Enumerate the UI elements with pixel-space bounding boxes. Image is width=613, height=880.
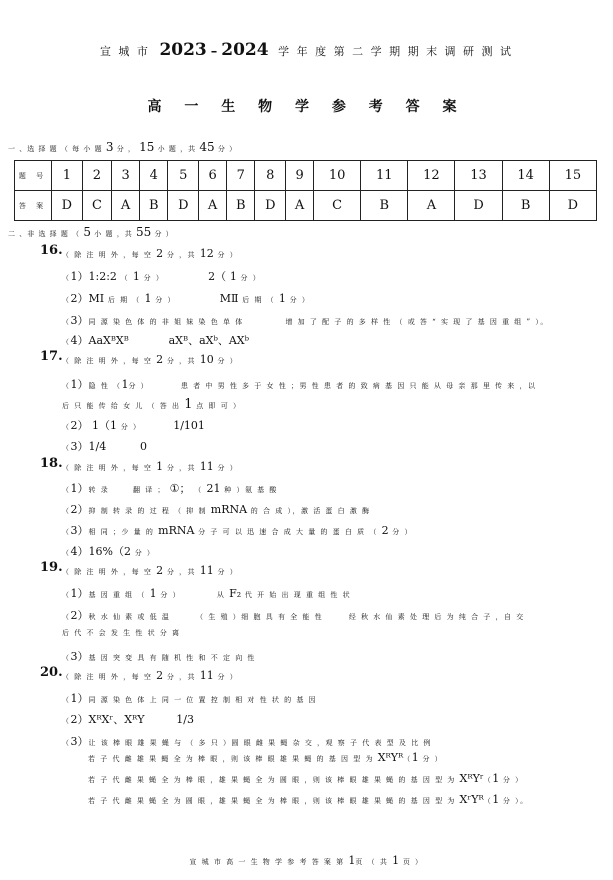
sec2-text-b: 小 题 ，共 — [94, 230, 133, 238]
q20-heading — [62, 669, 238, 682]
question-number-cell: 10 — [314, 161, 361, 191]
footer-page: 1 — [348, 854, 356, 867]
q16-l4-a: （ — [62, 338, 71, 346]
q18-l3-t1: 3） — [70, 524, 89, 537]
q18-l2-b: 抑 制 转 录 的 过 程 （ 抑 制 — [88, 507, 208, 515]
title-suffix: 学 年 度 第 二 学 期 期 末 调 研 测 试 — [278, 45, 514, 58]
q16-l2-d: 后 期 （ — [242, 296, 276, 304]
q19-l3-a: （ — [62, 654, 71, 662]
q17-l3-t1: 3）1/4 — [70, 440, 107, 453]
page-subtitle: 高 一 生 物 学 参 考 答 案 — [147, 99, 466, 115]
q16-answer-3 — [62, 312, 549, 328]
q19-l3-t1: 3） — [70, 650, 89, 663]
q18-l4-t1: 4）16%（ — [70, 545, 124, 558]
question-number-cell: 13 — [455, 161, 502, 191]
q16-l2-c: 分 ） — [155, 296, 176, 304]
sec2-text-c: 分 ） — [154, 230, 174, 238]
q17-l1b-b: 点 即 可 ） — [196, 402, 242, 410]
q20-s1-t2: 1 — [411, 751, 419, 764]
q18-l4-b: 分 ） — [134, 549, 156, 557]
q19-heading — [62, 564, 238, 577]
q19-l2-a: （ — [62, 613, 71, 621]
q17-l2-b: 分 ） — [120, 423, 142, 431]
q20-s3-t2: 1 — [492, 793, 500, 806]
q17-answer-1-cont — [62, 397, 241, 412]
q19-l1-t3: F₂ — [229, 587, 242, 600]
q17-l1-b: 隐 性 （ — [88, 382, 122, 390]
answer-cell: B — [502, 191, 549, 221]
q16-l1-d: 分 ） — [240, 274, 262, 282]
exam-title — [0, 40, 613, 60]
q17-head-a: （ 除 注 明 外 ，每 空 — [62, 357, 153, 365]
q18-l2-a: （ — [62, 507, 71, 515]
question-20-number: 20. — [40, 665, 63, 680]
question-number-cell: 9 — [286, 161, 314, 191]
q20-s1-t1: XᴿYᴿ — [377, 751, 404, 764]
question-number-cell: 15 — [549, 161, 596, 191]
question-18-number: 18. — [40, 456, 63, 471]
q18-l2-c: 的 合 成 ），激 活 蛋 白 激 酶 — [250, 507, 371, 515]
q18-l3-d: 分 ） — [392, 528, 414, 536]
q18-l2-t1: 2） — [70, 503, 89, 516]
page-footer — [0, 854, 613, 867]
q18-answer-4 — [62, 543, 155, 559]
q16-l3-a: （ — [62, 318, 71, 326]
q17-l1-d: 患 者 中 男 性 多 于 女 性 ；男 性 患 者 的 致 病 基 因 只 能 从 母 亲 那 里 传 来 ，以 — [180, 382, 537, 390]
q20-s1-a: 若 子 代 雌 雄 果 蝇 全 为 棒 眼 ，则 该 棒 眼 雄 果 蝇 的 基 因 型 为 — [88, 755, 374, 763]
footer-text-a: 宣 城 市 高 一 生 物 学 参 考 答 案 第 — [189, 858, 345, 866]
q20-s3-b: （ — [483, 797, 493, 805]
q16-head-n1: 2 — [156, 247, 164, 260]
q16-l1-t4: 1 — [229, 270, 237, 283]
q16-head-a: （ 除 注 明 外 ，每 空 — [62, 251, 153, 259]
q19-l1-e: 代 开 始 出 现 重 组 性 状 — [244, 591, 352, 599]
q19-l2-b: 秋 水 仙 素 或 低 温 — [88, 613, 171, 621]
q20-s2-t1: XᴿYʳ — [459, 772, 484, 785]
q17-l1b-a: 后 只 能 传 给 女 儿 （ 答 出 — [62, 402, 181, 410]
title-dash: – — [210, 44, 218, 59]
q20-answer-2 — [62, 711, 194, 727]
q20-s3-t1: XʳYᴿ — [459, 793, 484, 806]
answer-cell: B — [227, 191, 255, 221]
q19-answer-1 — [62, 585, 351, 601]
footer-text-b: 页 （ 共 — [355, 858, 389, 866]
question-number-cell: 6 — [199, 161, 227, 191]
q19-head-c: 分 ） — [217, 568, 239, 576]
answer-table — [14, 160, 597, 221]
answer-cell: D — [255, 191, 286, 221]
q20-head-a: （ 除 注 明 外 ，每 空 — [62, 673, 153, 681]
question-number-cell: 11 — [361, 161, 408, 191]
question-number-row — [15, 161, 597, 191]
q18-l3-t3: 2 — [381, 524, 389, 537]
question-number-cell: 8 — [255, 161, 286, 191]
q17-head-c: 分 ） — [217, 357, 239, 365]
q18-l1-d: （ — [194, 486, 203, 494]
q20-answer-1 — [62, 690, 317, 706]
q16-answer-1 — [62, 268, 261, 284]
q20-head-n2: 11 — [199, 669, 214, 682]
q20-s2-c: 分 ） — [502, 776, 524, 784]
q16-l1-b: （ — [120, 274, 130, 282]
q19-l1-b: 基 因 重 组 （ — [88, 591, 146, 599]
q20-s2-b: （ — [483, 776, 493, 784]
q17-l1b-t1: 1 — [184, 397, 193, 412]
q19-answer-3 — [62, 648, 256, 664]
q19-l1-a: （ — [62, 591, 71, 599]
answer-cell: D — [168, 191, 199, 221]
q16-head-b: 分 ，共 — [166, 251, 197, 259]
q19-head-n2: 11 — [199, 564, 214, 577]
q17-l1-t2: 1 — [121, 378, 129, 391]
q18-head-n2: 11 — [199, 460, 214, 473]
answer-cell: A — [286, 191, 314, 221]
footer-text-c: 页 ） — [402, 858, 424, 866]
q16-head-c: 分 ） — [217, 251, 239, 259]
q18-l1-a: （ — [62, 486, 71, 494]
answer-cell: B — [140, 191, 168, 221]
q18-l1-t2: ①； — [169, 482, 191, 495]
q16-l3-c: 增 加 了 配 子 的 多 样 性 （ 或 答 “ 实 现 了 基 因 重 组 ” ）。 — [285, 318, 549, 326]
footer-total: 1 — [392, 854, 400, 867]
q18-answer-1 — [62, 480, 278, 496]
q20-head-n1: 2 — [156, 669, 164, 682]
q20-head-c: 分 ） — [217, 673, 239, 681]
q19-l1-d: 从 — [216, 591, 226, 599]
q20-l3-b: 让 该 棒 眼 雄 果 蝇 与 （ 多 只 ）圆 眼 雌 果 蝇 杂 交 ，观 察 子 代 表 型 及 比 例 — [88, 739, 432, 747]
q17-l3-t2: 0 — [139, 440, 147, 453]
q18-answer-2 — [62, 501, 371, 517]
q19-l2-d: 经 秋 水 仙 素 处 理 后 为 纯 合 子 ，自 交 — [348, 613, 525, 621]
question-19-number: 19. — [40, 560, 63, 575]
sec1-text-d: 分 ） — [217, 145, 238, 153]
sec2-num-2: 55 — [135, 225, 152, 239]
q17-l2-t3: 1/101 — [173, 419, 205, 432]
question-number-cell: 1 — [52, 161, 83, 191]
q19-answer-2 — [62, 607, 525, 623]
sec1-text-c: 小 题 ，共 — [157, 145, 197, 153]
title-city: 宣 城 市 — [99, 45, 150, 58]
q19-l2-c: （ 生 殖 ）细 胞 具 有 全 能 性 — [196, 613, 324, 621]
title-year-end: 2024 — [221, 40, 269, 60]
q20-l2-t2: 1/3 — [176, 713, 194, 726]
answer-cell: D — [52, 191, 83, 221]
q18-head-c: 分 ） — [217, 464, 239, 472]
q16-l2-b: 后 期 （ — [107, 296, 141, 304]
q16-l2-a: （ — [62, 296, 71, 304]
question-17-number: 17. — [40, 349, 63, 364]
q16-l1-a: （ — [62, 274, 71, 282]
q16-l1-t3: 2（ — [208, 270, 227, 283]
q17-answer-2 — [62, 417, 205, 433]
question-number-cell: 14 — [502, 161, 549, 191]
q17-l2-t2: 1 — [110, 419, 117, 432]
q17-heading — [62, 353, 238, 366]
section-2-heading — [8, 225, 174, 239]
q16-l1-c: 分 ） — [143, 274, 165, 282]
q16-l2-t3: MⅡ — [219, 292, 239, 305]
q20-l3-a: （ — [62, 739, 71, 747]
q18-l3-t2: mRNA — [158, 524, 195, 537]
q19-l3-b: 基 因 突 变 具 有 随 机 性 和 不 定 向 性 — [88, 654, 256, 662]
question-16-number: 16. — [40, 243, 63, 258]
q16-l1-t2: 1 — [132, 270, 140, 283]
q20-head-b: 分 ，共 — [166, 673, 197, 681]
q18-head-b: 分 ，共 — [166, 464, 197, 472]
q17-l1-a: （ — [62, 382, 71, 390]
sec2-text-a: 二 、非 选 择 题 （ — [8, 230, 81, 238]
q18-l1-t1: 1） — [70, 482, 89, 495]
q18-l1-b: 转 录 — [88, 486, 110, 494]
q18-l1-c: 翻 译 ； — [132, 486, 166, 494]
section-1-heading — [8, 140, 237, 154]
row-label-answer: 答 案 — [15, 191, 52, 221]
q17-l2-a: （ — [62, 423, 71, 431]
row-label-question-number: 题 号 — [15, 161, 52, 191]
q17-head-b: 分 ，共 — [166, 357, 197, 365]
q17-l2-t1: 2） 1（ — [70, 419, 110, 432]
sec1-num-2: 15 — [139, 140, 155, 154]
q20-l3-t1: 3） — [70, 735, 89, 748]
q17-l1-t1: 1） — [70, 378, 89, 391]
q18-l1-e: 种 ）氨 基 酸 — [224, 486, 278, 494]
q20-case-1 — [88, 751, 443, 764]
sec1-num-1: 3 — [105, 140, 114, 154]
answer-cell: A — [199, 191, 227, 221]
question-number-cell: 12 — [408, 161, 455, 191]
q16-l2-t1: 2）MⅠ — [70, 292, 105, 305]
q20-l2-t1: 2）XᴿXʳ、XᴿY — [70, 713, 145, 726]
q18-heading — [62, 460, 238, 473]
q19-l1-c: 分 ） — [160, 591, 182, 599]
q19-answer-2-cont — [62, 628, 181, 638]
q19-l2b-a: 后 代 不 会 发 生 性 状 分 离 — [62, 629, 181, 637]
answer-row — [15, 191, 597, 221]
question-number-cell: 2 — [82, 161, 111, 191]
answer-cell: C — [314, 191, 361, 221]
q16-l3-t1: 3） — [70, 314, 89, 327]
q17-head-n2: 10 — [199, 353, 214, 366]
q18-head-a: （ 除 注 明 外 ，每 空 — [62, 464, 153, 472]
question-number-cell: 7 — [227, 161, 255, 191]
q17-l3-a: （ — [62, 444, 71, 452]
q20-s1-b: （ — [403, 755, 412, 763]
q16-head-n2: 12 — [199, 247, 214, 260]
q18-l3-b: 相 同 ；少 量 的 — [88, 528, 155, 536]
q17-answer-3 — [62, 438, 147, 454]
q18-l1-t3: 21 — [206, 482, 221, 495]
answer-cell: D — [455, 191, 502, 221]
q18-answer-3 — [62, 522, 413, 538]
q16-l2-e: 分 ） — [289, 296, 311, 304]
q16-l3-b: 同 源 染 色 体 的 非 姐 妹 染 色 单 体 — [88, 318, 244, 326]
q20-s3-a: 若 子 代 雌 果 蝇 全 为 圆 眼 ，雄 果 蝇 全 为 棒 眼 ，则 该 棒 眼 雄 果 蝇 的 基 因 型 为 — [88, 797, 456, 805]
q16-l4-t2: aXᴮ、aXᵇ、AXᵇ — [168, 334, 250, 347]
sec1-text-a: 一 、选 择 题 （ 每 小 题 — [8, 145, 103, 153]
q16-l1-t1: 1）1:2:2 — [70, 270, 117, 283]
q20-case-2 — [88, 772, 524, 785]
q20-l1-a: （ — [62, 696, 71, 704]
answer-cell: C — [82, 191, 111, 221]
q20-s1-c: 分 ） — [422, 755, 444, 763]
question-number-cell: 5 — [168, 161, 199, 191]
q19-l1-t1: 1） — [70, 587, 89, 600]
q17-head-n1: 2 — [156, 353, 164, 366]
q18-head-n1: 1 — [156, 460, 164, 473]
question-number-cell: 4 — [140, 161, 168, 191]
q16-l2-t2: 1 — [144, 292, 152, 305]
q19-l1-t2: 1 — [149, 587, 157, 600]
title-year-start: 2023 — [159, 40, 207, 60]
sec1-text-b: 分 ， — [116, 145, 136, 153]
q16-l2-t4: 1 — [278, 292, 286, 305]
q20-s2-t2: 1 — [492, 772, 500, 785]
q20-case-3 — [88, 793, 529, 806]
q18-l3-c: 分 子 可 以 迅 速 合 成 大 量 的 蛋 白 质 （ — [198, 528, 378, 536]
q20-s3-c: 分 ）。 — [502, 797, 529, 805]
answer-cell: D — [549, 191, 596, 221]
q16-heading — [62, 247, 238, 260]
q19-head-a: （ 除 注 明 外 ，每 空 — [62, 568, 153, 576]
q20-s2-a: 若 子 代 雌 果 蝇 全 为 棒 眼 ，雄 果 蝇 全 为 圆 眼 ，则 该 棒 眼 雄 果 蝇 的 基 因 型 为 — [88, 776, 456, 784]
answer-cell: A — [112, 191, 140, 221]
q16-l4-t1: 4）AaXᴮXᴮ — [70, 334, 129, 347]
q20-l2-a: （ — [62, 717, 71, 725]
sec1-num-3: 45 — [199, 140, 215, 154]
q17-l1-c: 分 ） — [128, 382, 150, 390]
question-number-cell: 3 — [112, 161, 140, 191]
q20-l1-b: 同 源 染 色 体 上 同 一 位 置 控 制 相 对 性 状 的 基 因 — [88, 696, 318, 704]
answer-cell: B — [361, 191, 408, 221]
sec2-num-1: 5 — [83, 225, 92, 239]
q16-answer-4 — [62, 332, 249, 348]
q17-answer-1 — [62, 376, 537, 392]
q19-l2-t1: 2） — [70, 609, 89, 622]
q20-l1-t1: 1） — [70, 692, 89, 705]
answer-cell: A — [408, 191, 455, 221]
q16-answer-2 — [62, 290, 310, 306]
q18-l4-a: （ — [62, 549, 71, 557]
q18-l2-t2: mRNA — [210, 503, 248, 516]
q18-l3-a: （ — [62, 528, 71, 536]
q18-l4-t2: 2 — [123, 545, 131, 558]
q19-head-n1: 2 — [156, 564, 164, 577]
q19-head-b: 分 ，共 — [166, 568, 197, 576]
q20-answer-3 — [62, 733, 432, 749]
